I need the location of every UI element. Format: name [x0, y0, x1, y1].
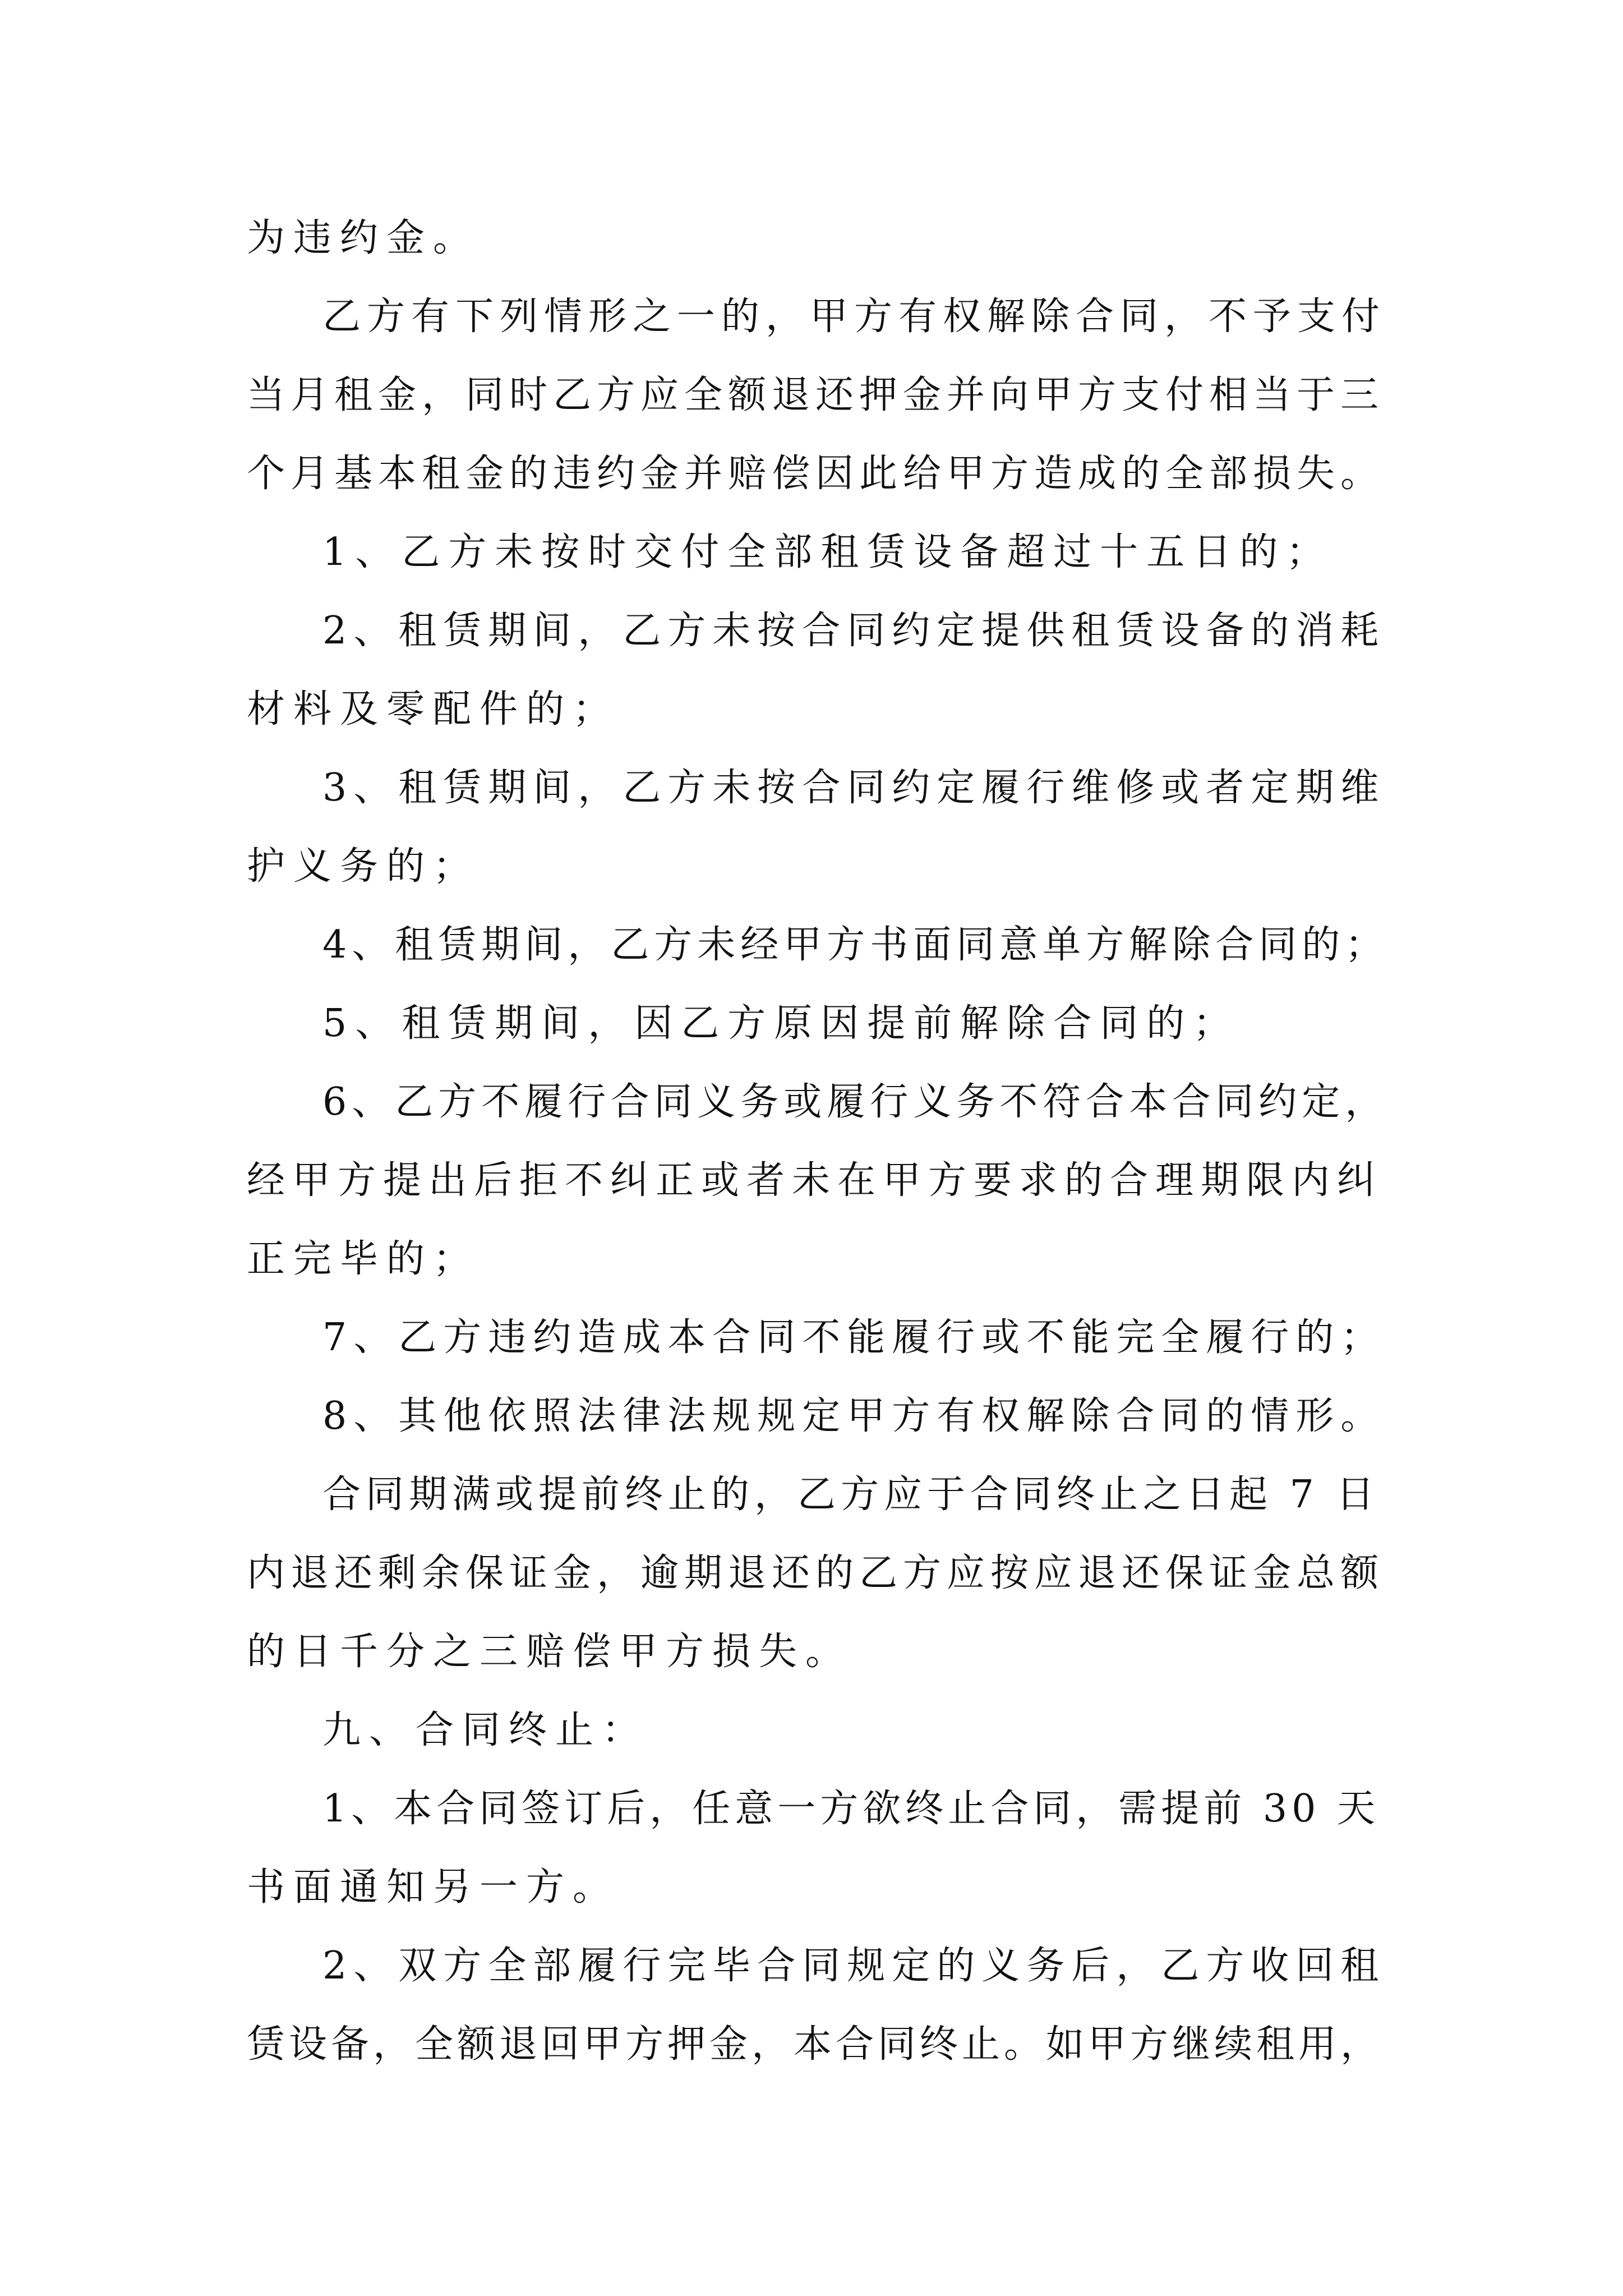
text-line: 5、租赁期间，因乙方原因提前解除合同的； — [322, 1001, 1240, 1046]
text-line: 当月租金，同时乙方应全额退还押金并向甲方支付相当于三 — [247, 373, 1385, 417]
text-line: 4、租赁期间，乙方未经甲方书面同意单方解除合同的； — [322, 923, 1389, 967]
text-line: 材料及零配件的； — [247, 687, 620, 731]
text-line: 个月基本租金的违约金并赔偿因此给甲方造成的全部损失。 — [247, 452, 1385, 496]
text-line: 经甲方提出后拒不纠正或者未在甲方要求的合理期限内纠 — [247, 1158, 1383, 1203]
text-line: 3、租赁期间，乙方未按合同约定履行维修或者定期维 — [322, 766, 1386, 810]
text-line: 乙方有下列情形之一的，甲方有权解除合同，不予支付 — [322, 295, 1386, 339]
section-heading: 九、合同终止： — [322, 1708, 649, 1752]
text-line: 2、租赁期间，乙方未按合同约定提供租赁设备的消耗 — [322, 609, 1386, 653]
text-line: 书面通知另一方。 — [247, 1865, 620, 1910]
text-line: 赁设备，全额退回甲方押金，本合同终止。如甲方继续租用， — [247, 2022, 1383, 2067]
text-line: 2、双方全部履行完毕合同规定的义务后，乙方收回租 — [322, 1944, 1386, 1988]
text-line: 1、乙方未按时交付全部租赁设备超过十五日的； — [322, 530, 1333, 574]
text-line: 8、其他依照法律法规规定甲方有权解除合同的情形。 — [322, 1394, 1386, 1438]
text-line: 6、乙方不履行合同义务或履行义务不符合本合同约定， — [322, 1080, 1389, 1124]
text-line: 7、乙方违约造成本合同不能履行或不能完全履行的； — [322, 1315, 1386, 1360]
text-line: 1、本合同签订后，任意一方欲终止合同，需提前 30 天 — [322, 1787, 1380, 1831]
text-line: 的日千分之三赔偿甲方损失。 — [247, 1630, 852, 1674]
text-line: 为违约金。 — [247, 216, 480, 260]
text-line: 护义务的； — [247, 844, 480, 889]
text-line: 内退还剩余保证金，逾期退还的乙方应按应退还保证金总额 — [247, 1551, 1385, 1595]
text-line: 合同期满或提前终止的，乙方应于合同终止之日起 7 日 — [322, 1473, 1380, 1517]
text-line: 正完毕的； — [247, 1237, 480, 1281]
